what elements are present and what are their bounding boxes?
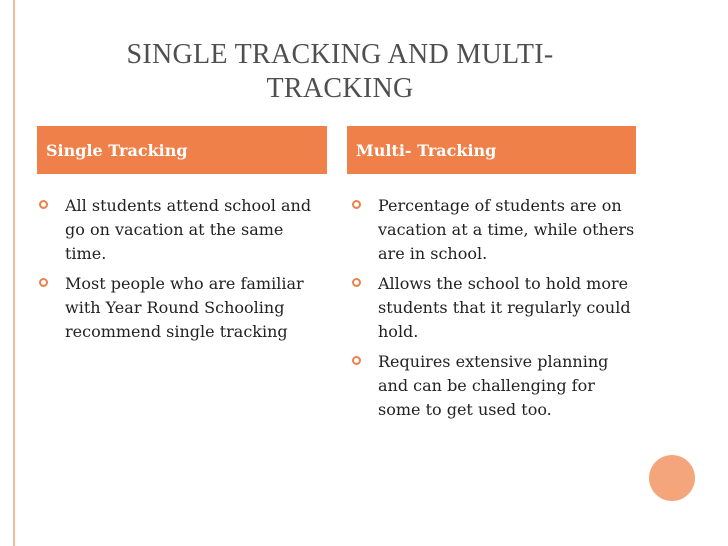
bullet-text: Percentage of students are on vacation at a time, while others are in school. bbox=[378, 196, 635, 263]
bullet-item bbox=[37, 194, 322, 266]
bullet-text: Most people who are familiar with Year Round Schooling recommend single tracking bbox=[65, 274, 304, 341]
column-header-single-tracking bbox=[37, 126, 327, 174]
bullet-text: All students attend school and go on vacation at the same time. bbox=[65, 196, 312, 263]
decorative-circle bbox=[649, 455, 695, 501]
circle-bullet-icon bbox=[39, 200, 48, 209]
column-header-label: Single Tracking bbox=[46, 140, 188, 160]
circle-bullet-icon bbox=[352, 356, 361, 365]
bullet-item bbox=[350, 194, 640, 266]
column-header-multi-tracking bbox=[347, 126, 636, 174]
circle-bullet-icon bbox=[352, 200, 361, 209]
circle-bullet-icon bbox=[352, 278, 361, 287]
slide-title: SINGLE TRACKING AND MULTI-TRACKING bbox=[126, 39, 554, 104]
bullet-text: Requires extensive planning and can be challenging for some to get used too. bbox=[378, 352, 609, 419]
bullet-item bbox=[350, 350, 640, 422]
bullet-item bbox=[37, 272, 322, 344]
multi-tracking-bullet-list bbox=[350, 194, 640, 428]
bullet-item bbox=[350, 272, 640, 344]
left-border-line bbox=[13, 0, 15, 546]
circle-bullet-icon bbox=[39, 278, 48, 287]
column-header-label: Multi- Tracking bbox=[356, 140, 497, 160]
bullet-text: Allows the school to hold more students that it regularly could hold. bbox=[378, 274, 631, 341]
single-tracking-bullet-list bbox=[37, 194, 322, 350]
